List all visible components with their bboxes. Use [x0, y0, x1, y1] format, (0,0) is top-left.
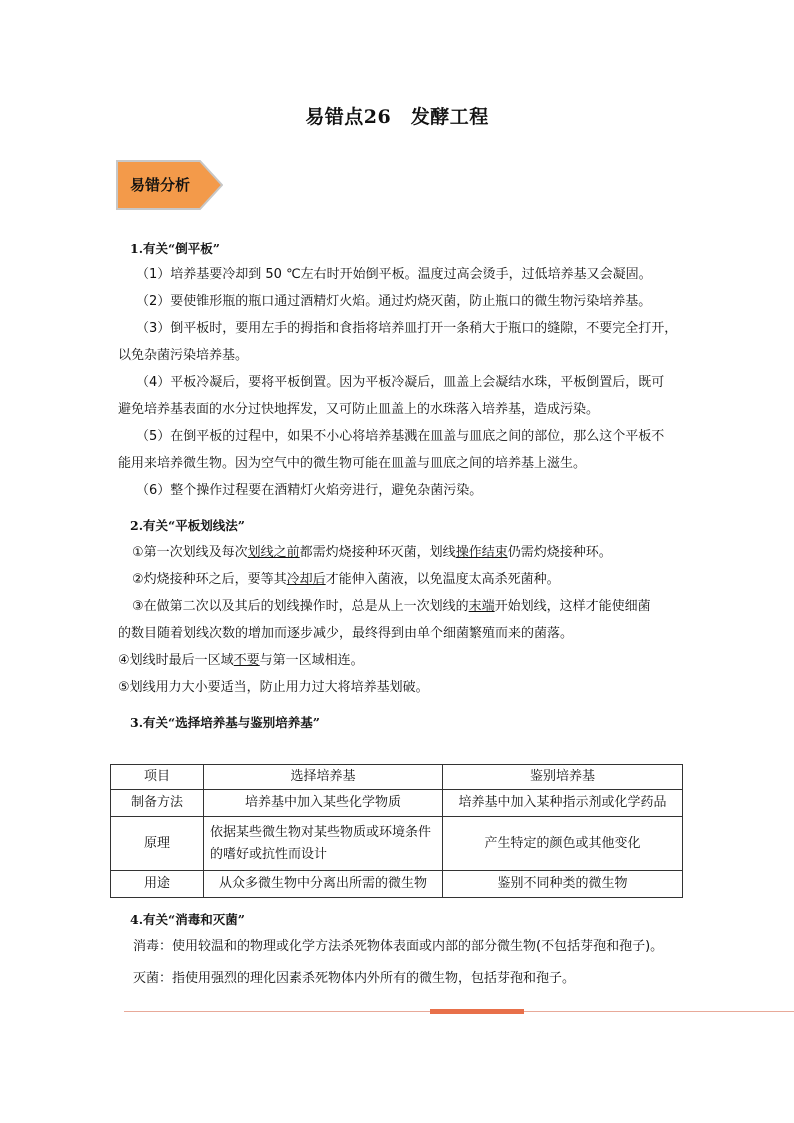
comparison-table — [110, 764, 683, 898]
s2-line-1 — [132, 543, 612, 563]
s1-line-3: （3）倒平板时，要用左手的拇指和食指将培养皿打开一条稍大于瓶口的缝隙，不要完全打开， — [136, 321, 678, 336]
table-row — [111, 871, 683, 898]
s1-line-6: 避免培养基表面的水分过快地挥发，又可防止皿盖上的水珠落入培养基，造成污染。 — [118, 402, 600, 417]
text-run: ④划线时最后一区域 — [118, 653, 234, 668]
s1-line-5: （4）平板冷凝后，要将平板倒置。因为平板冷凝后，皿盖上会凝结水珠，平板倒置后，既可 — [136, 375, 665, 390]
text-run: 与第一区域相连。 — [259, 653, 364, 668]
section-2-heading: 2.有关“平板划线法” — [130, 518, 245, 533]
underlined-term: 末端 — [468, 599, 495, 614]
sterilization-definition: 灭菌：指使用强烈的理化因素杀死物体内外所有的微生物，包括芽孢和孢子。 — [133, 971, 576, 986]
s1-line-2: （2）要使锥形瓶的瓶口通过酒精灯火焰。通过灼烧灭菌，防止瓶口的微生物污染培养基。 — [136, 294, 652, 309]
underlined-term: 不要 — [233, 653, 260, 668]
table-header-row — [111, 765, 683, 790]
text-run: 仍需灼烧接种环。 — [507, 545, 612, 560]
section-badge — [116, 160, 223, 210]
disinfection-definition: 消毒：使用较温和的物理或化学方法杀死物体表面或内部的部分微生物(不包括芽孢和孢子)。 — [133, 939, 664, 954]
text-run: ③在做第二次以及其后的划线操作时，总是从上一次划线的 — [132, 599, 469, 614]
underlined-term: 操作结束 — [455, 545, 508, 560]
text-run: ②灼烧接种环之后，要等其 — [132, 572, 287, 587]
table-row — [111, 817, 683, 871]
text-run: ①第一次划线及每次 — [132, 545, 248, 560]
s1-line-7: （5）在倒平板的过程中，如果不小心将培养基溅在皿盖与皿底之间的部位，那么这个平板不 — [136, 429, 665, 444]
text-run: 才能伸入菌液，以免温度太高杀死菌种。 — [325, 572, 560, 587]
table-cell: 依据某些微生物对某些物质或环境条件的嗜好或抗性而设计 — [204, 817, 443, 871]
s2-line-6: ⑤划线用力大小要适当，防止用力过大将培养基划破。 — [118, 680, 429, 695]
underlined-term: 划线之前 — [247, 545, 300, 560]
table-header-cell: 选择培养基 — [204, 765, 443, 790]
s1-line-1: （1）培养基要冷却到 50 ℃左右时开始倒平板。温度过高会烫手，过低培养基又会凝固。 — [136, 267, 652, 282]
badge-label: 易错分析 — [129, 176, 190, 194]
table-cell: 鉴别不同种类的微生物 — [443, 871, 683, 898]
s2-line-3 — [132, 597, 651, 617]
s2-line-4: 的数目随着划线次数的增加而逐步减少，最终得到由单个细菌繁殖而来的菌落。 — [118, 626, 574, 641]
underlined-term: 冷却后 — [286, 572, 326, 587]
table-row — [111, 790, 683, 817]
section-1-heading: 1.有关“倒平板” — [130, 241, 220, 256]
table-cell: 从众多微生物中分离出所需的微生物 — [204, 871, 443, 898]
s2-line-5 — [118, 651, 364, 671]
footer-accent-bar — [430, 1009, 524, 1014]
table-cell: 制备方法 — [111, 790, 204, 817]
text-run: 开始划线，这样才能使细菌 — [494, 599, 651, 614]
table-cell: 产生特定的颜色或其他变化 — [443, 817, 683, 871]
s1-line-8: 能用来培养微生物。因为空气中的微生物可能在皿盖与皿底之间的培养基上滋生。 — [118, 456, 587, 471]
table-cell: 用途 — [111, 871, 204, 898]
section-3-heading: 3.有关“选择培养基与鉴别培养基” — [130, 715, 320, 730]
s2-line-2 — [132, 570, 560, 590]
s1-line-4: 以免杂菌污染培养基。 — [118, 348, 249, 363]
table-header-cell: 鉴别培养基 — [443, 765, 683, 790]
page-title: 易错点26 发酵工程 — [305, 106, 489, 128]
table-cell: 培养基中加入某种指示剂或化学药品 — [443, 790, 683, 817]
text-run: 都需灼烧接种环灭菌，划线 — [299, 545, 456, 560]
section-4-heading: 4.有关“消毒和灭菌” — [130, 912, 245, 927]
table-header-cell: 项目 — [111, 765, 204, 790]
table-cell: 培养基中加入某些化学物质 — [204, 790, 443, 817]
s1-line-9: （6）整个操作过程要在酒精灯火焰旁进行，避免杂菌污染。 — [136, 483, 483, 498]
table-cell: 原理 — [111, 817, 204, 871]
